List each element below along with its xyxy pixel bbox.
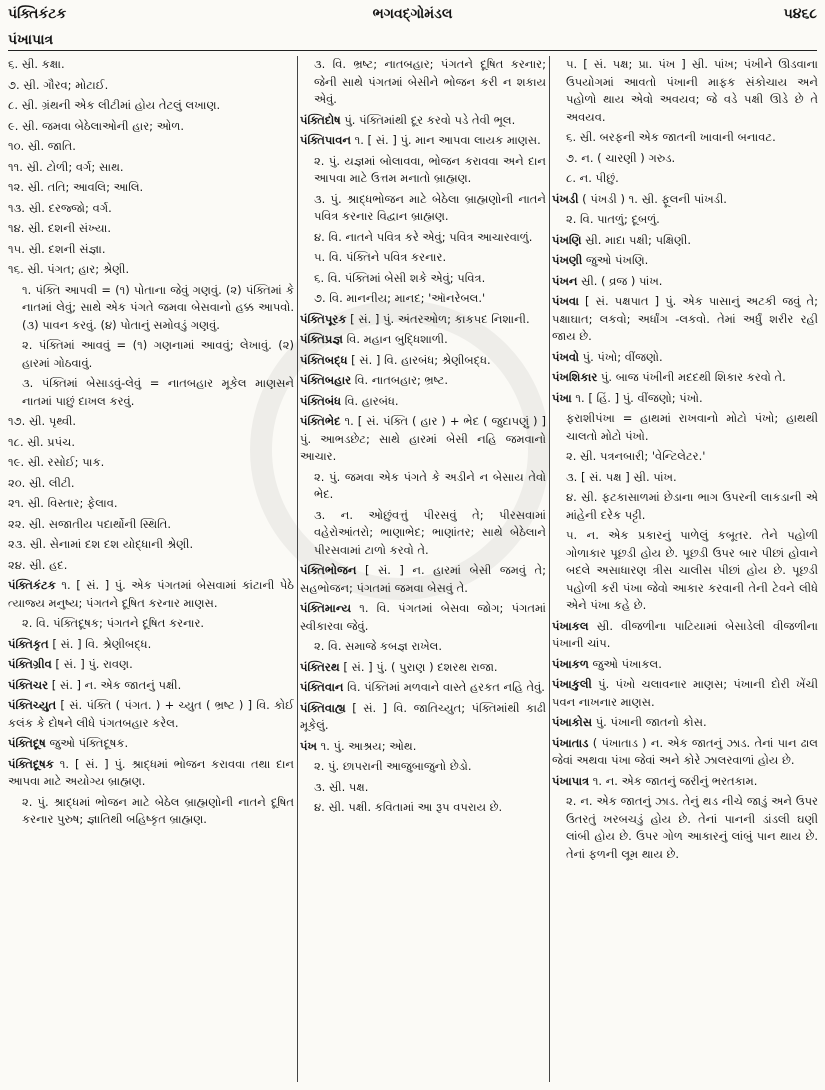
definition-text: ૧૮. સ્રી. પ્રપંચ. [8, 434, 75, 449]
definition-text: ૨૪. સ્રી. હદ. [8, 557, 68, 572]
definition-text: સ્રી. વીજળીના પાટિયામાં બેસાડેલી વીજળીના પંખાની ચાંપ. [552, 618, 818, 650]
dictionary-entry [300, 738, 546, 756]
dictionary-entry [8, 56, 294, 74]
dictionary-entry [552, 793, 818, 863]
headword: પંક્તિદૂષક [8, 756, 54, 771]
dictionary-entry [300, 413, 546, 466]
definition-text: ૧. [ હિં. ] પું. વીંજણો; પંખો. [571, 390, 703, 405]
dictionary-entry [300, 779, 546, 797]
definition-text: ૭. વિ. માનનીય; માનદ; 'ઑનરેબલ.' [314, 291, 486, 305]
column-3 [552, 56, 818, 1084]
dictionary-entry [552, 252, 818, 270]
headword: પંખડી [552, 191, 579, 206]
headword: પંક્તિદોષ [300, 112, 341, 127]
definition-text: [ સં. ] વિ. હારબંધ; શ્રેણીબદ્ધ. [347, 352, 491, 367]
header-last-word: પંખાપાત્ર [8, 32, 54, 48]
definition-text: ૩. ન. ઓછુંવત્તું પીરસવું તે; પીરસવામાં વહેરોઆંતરો; ભાણાભેદ; ભાણાંતર; સાથે બેઠેલાને પીરસવામાં ટાળો કરવો તે. [314, 507, 546, 557]
definition-text: ૧૩. સ્રી. દરજ્જો; વર્ગ. [8, 200, 112, 215]
dictionary-entry [552, 618, 818, 653]
definition-text: ૭. સ્રી. ગૌરવ; મોટાઈ. [8, 77, 109, 92]
dictionary-entry [300, 352, 546, 370]
dictionary-entry [8, 677, 294, 695]
dictionary-entry [300, 191, 546, 226]
definition-text: ૧૫. સ્રી. દશની સંજ્ઞા. [8, 241, 106, 256]
dictionary-entry [300, 249, 546, 267]
dictionary-entry [552, 273, 818, 291]
definition-text: ૧. ન. એક જાતનું જરીનું ભરતકામ. [589, 773, 758, 788]
dictionary-entry [552, 170, 818, 188]
definition-text: ૨. સ્રી. પત્રનબારી; 'વેન્ટિલેટર.' [566, 449, 706, 463]
definition-text: વિ. નાતબહાર; ભ્રષ્ટ. [351, 373, 449, 387]
definition-text: [ સં. ] ન. હારમાં બેસી જમવું તે; સહભોજન; પંગતમાં જમવા બેસવું તે. [300, 563, 546, 595]
dictionary-entry [8, 118, 294, 136]
column-divider [549, 56, 550, 1082]
definition-text: વિ. હારબંધ. [341, 393, 399, 408]
headword: પંક્તિપાવન [300, 133, 351, 147]
definition-text: પું. પંખો ચલાવનાર માણસ; પંખાની દોરી ખેંચી પવન નાખનાર માણસ. [552, 677, 818, 709]
headword: પંખશિકાર [552, 370, 598, 384]
dictionary-entry [8, 337, 294, 372]
dictionary-entry [300, 679, 546, 697]
definition-text: ૨. પું. યજ્ઞમાં બોલાવવા, ભોજન કરાવવા અને દાન આપવા માટે ઉત્તમ મનાતો બ્રાહ્મણ. [314, 153, 546, 185]
dictionary-entry [552, 448, 818, 466]
definition-text: [ સં. પક્ષપાત ] પું. એક પાસાનું અટકી જવું તે; પક્ષાઘાત; લકવો; અર્ધાંગ -લકવો. તેમાં અર્ધું શરીર રહી જાય છે. [552, 294, 818, 343]
headword: પંક્તિભેદ [300, 414, 341, 428]
header-book-title: ભગવદ્ગોમંડલ [372, 6, 453, 22]
definition-text: ૩. પંક્તિમાં બેસાડવું-લેવું = નાતબહાર મૂકેલ માણસને નાતમાં પાછું દાખલ કરવું. [22, 376, 294, 408]
dictionary-entry [552, 232, 818, 250]
definition-text: ૨૨. સ્રી. સજાતીય પદાર્થોની સ્થિતિ. [8, 516, 172, 531]
definition-text: ૨. પું. શ્રાદ્ધમાં ભોજન માટે બેઠેલ બ્રાહ્મણોની નાતને દૂષિત કરનાર પુરુષ; જ્ઞાતિથી બહિષ્કૃત બ્રાહ્મણ. [22, 794, 294, 826]
dictionary-entry [8, 454, 294, 472]
headword: પંખાકુલી [552, 677, 592, 691]
dictionary-entry [8, 200, 294, 218]
dictionary-entry [552, 714, 818, 732]
definition-text: ૧૬. સ્રી. પંગત; હાર; શ્રેણી. [8, 262, 130, 276]
dictionary-entry [552, 527, 818, 615]
dictionary-entry [300, 372, 546, 390]
dictionary-entry [300, 393, 546, 411]
dictionary-entry [8, 375, 294, 410]
dictionary-entry [8, 282, 294, 335]
headword: પંક્તિચ્યુત [8, 698, 57, 712]
dictionary-entry [552, 129, 818, 147]
definition-text: પું. પંખો; વીંજણો. [578, 349, 663, 364]
dictionary-entry [552, 773, 818, 791]
dictionary-entry [552, 469, 818, 487]
page-number: ૫૪૬૮ [783, 6, 817, 22]
headword: પંક્તિવાન [300, 680, 344, 694]
dictionary-entry [300, 229, 546, 247]
dictionary-entry [552, 191, 818, 209]
headword: પંક્તિગ્રીવ [8, 657, 52, 671]
dictionary-entry [8, 697, 294, 732]
definition-text: ૨. વિ. સમાજે કબજ્ઞ રાખેલ. [314, 639, 443, 653]
definition-text: પું. બાજ પંખીની મદદથી શિકાર કરવો તે. [597, 370, 786, 384]
dictionary-entry [300, 311, 546, 329]
dictionary-entry [8, 434, 294, 452]
definition-text: ૨. ન. એક જાતનું ઝાડ. તેનું થડ નીચે જાડું અને ઉપર ઉતરતું ખરબચડું હોય છે. તેનાં પાનની ડાંડલી ઘણી લાંબી હોય છે. ઉપર ગોળ આકારનું લાંબું પાન થાય છે. તેનાં ફળની લૂમ થાય છે. [566, 794, 818, 861]
column-1 [8, 56, 294, 1084]
definition-text: જુઓ પંક્તિદૂષક. [45, 736, 129, 750]
headword: પંક્તિમાન્ય [300, 601, 352, 615]
headword: પંખા [552, 390, 572, 405]
dictionary-entry [300, 700, 546, 735]
definition-text: ૨૦. સ્રી. લીટી. [8, 475, 75, 490]
dictionary-entry [8, 495, 294, 513]
definition-text: [ સં. ] વિ. જાતિચ્યુત; પંક્તિમાંથી કાઢી મૂકેલું. [300, 700, 546, 732]
headword: પંક્તિકૃત [8, 636, 49, 651]
dictionary-entry [8, 159, 294, 177]
dictionary-entry [8, 138, 294, 156]
headword: પંખાકળ [552, 656, 589, 671]
dictionary-entry [552, 410, 818, 445]
dictionary-entry [8, 179, 294, 197]
dictionary-entry [552, 390, 818, 408]
definition-text: ૪. સ્રી. ફટકાસાળમાં છેડાના ભાગ ઉપરની લાકડાની એ માંહેની દરેક પટ્ટી. [566, 490, 818, 522]
definition-text: વિ. પંક્તિમાં મળવાને વાસ્તે હરકત નહિ તેવું. [343, 680, 545, 694]
definition-text: ૧૦. સ્રી. જાતિ. [8, 139, 76, 153]
dictionary-entry [8, 220, 294, 238]
definition-text: ૧૨. સ્રી. તતિ; આવલિ; આલિ. [8, 180, 144, 194]
column-2 [300, 56, 546, 1084]
definition-text: ૫. ન. એક પ્રકારનું પાળેલું કબૂતર. તેને પહોળી ગોળાકાર પૂછડી હોય છે. પૂછડી ઉપર બાર પીછાં હોવાને બદલે અસાધારણ ત્રીસ ચાલીસ પીછાં હોય છે. પૂછડી પહોળી કરી પંખા જેવો આકાર કરવાની તેની ટેવને લીધે એને પંખા કહે છે. [566, 528, 818, 612]
dictionary-entry [300, 132, 546, 150]
definition-text: સ્રી. ( વ્રજ ) પાંખ. [577, 273, 663, 288]
dictionary-entry [8, 77, 294, 95]
dictionary-entry [300, 507, 546, 560]
dictionary-entry [8, 475, 294, 493]
definition-text: ૧૧. સ્રી. ટોળી; વર્ગ; સાથ. [8, 159, 124, 174]
definition-text: પું. પંક્તિમાંથી દૂર કરવો પડે તેવી ભૂલ. [340, 112, 516, 127]
definition-text: ૩. વિ. ભ્રષ્ટ; નાતબહાર; પંગતને દૂષિત કરનાર; જેની સાથે પંગતમાં બેસીને ભોજન કરી ન શકાય એવું. [314, 57, 546, 106]
dictionary-entry [8, 615, 294, 633]
definition-text: ૬. સ્રી. બરફની એક જાતની ખાવાની બનાવટ. [566, 130, 776, 144]
definition-text: ( પંખાતાડ ) ન. એક જાતનું ઝાડ. તેનાં પાન ઢાલ જેવાં અથવા પંખા જેવાં અને કોરે ઝાલરવાળાં હોય છે. [552, 735, 818, 767]
dictionary-entry [552, 369, 818, 387]
headword: પંક્તિદૂષ [8, 736, 46, 750]
header-first-word: પંક્તિકંટક [8, 6, 67, 22]
definition-text: ૫. વિ. પંક્તિને પવિત્ર કરનાર. [314, 250, 447, 264]
dictionary-entry [552, 150, 818, 168]
definition-text: ૩. સ્રી. પક્ષ. [314, 779, 369, 794]
headword: પંક્તિબહાર [300, 373, 352, 387]
definition-text: ૨૧. સ્રી. વિસ્તાર; ફેલાવ. [8, 496, 118, 510]
definition-text: [ સં. ] ન. એક જાતનું પક્ષી. [48, 677, 182, 692]
header-rule [8, 50, 817, 51]
definition-text: ૭. ન. ( ચારણી ) ગરુડ. [566, 150, 676, 165]
definition-text: વિ. મહાન બુદ્ધિશાળી. [342, 332, 448, 346]
dictionary-entry [300, 153, 546, 188]
dictionary-entry [552, 293, 818, 346]
definition-text: ૯. સ્રી. જમવા બેઠેલાઓની હાર; ઓળ. [8, 118, 184, 133]
definition-text: ૪. સ્રી. પક્ષી. કવિતામાં આ રૂપ વપરાય છે. [314, 800, 503, 814]
definition-text: ૧. [ સં. ] પું. શ્રાદ્ધમાં ભોજન કરાવવા તથા દાન આપવા માટે અયોગ્ય બ્રાહ્મણ. [8, 756, 294, 788]
definition-text: ૧૭. સ્રી. પૃથ્વી. [8, 414, 77, 428]
dictionary-entry [8, 756, 294, 791]
definition-text: જુઓ પંખાકલ. [588, 656, 662, 671]
page-header [8, 6, 817, 30]
headword: પંખાકલ [552, 618, 589, 633]
definition-text: ૧. પંક્તિ આપવી = (૧) પોતાના જેવું ગણવું. (૨) પંક્તિમાં કે નાતમાં લેવું; સાથે એક પંગતે જમવા બેસવાનો હક્ક આપવો. (૩) પાવન કરવું. (૪) પોતાનું સમોવડું ગણવું. [22, 282, 294, 332]
definition-text: ( પંખડી ) ૧. સ્રી. ફૂલની પાંખડી. [578, 191, 727, 206]
definition-text: ૨. પંક્તિમાં આવવું = (૧) ગણનામાં આવવું; લેખાવું. (૨) હારમાં ગોઠવાવું. [22, 338, 294, 370]
definition-text: ૬. વિ. પંક્તિમાં બેસી શકે એવું; પવિત્ર. [314, 270, 486, 285]
dictionary-entry [552, 656, 818, 674]
dictionary-entry [300, 799, 546, 817]
headword: પંખાપાત્ર [552, 773, 590, 788]
definition-text: [ સં. ] પું. અંતરઓળ; કાકપદ નિશાની. [346, 311, 530, 326]
dictionary-entry [8, 794, 294, 829]
headword: પંખણિ [552, 232, 582, 247]
dictionary-entry [8, 735, 294, 753]
dictionary-entry [8, 413, 294, 431]
dictionary-entry [8, 536, 294, 554]
dictionary-entry [300, 331, 546, 349]
dictionary-entry [300, 600, 546, 635]
definition-text: [ સં. પંક્તિ ( પંગત. ) + ચ્યુત ( ભ્રષ્ટ ) ] વિ. કોઈ કલંક કે દોષને લીધે પંગતબહાર કરેલ. [8, 698, 294, 730]
dictionary-entry [552, 735, 818, 770]
definition-text: ૧. પું. આશ્રય; ઓથ. [316, 738, 417, 753]
dictionary-entry [300, 638, 546, 656]
dictionary-entry [8, 577, 294, 612]
dictionary-entry [552, 56, 818, 126]
definition-text: ૧. [ સં. ] પું. એક પંગતમાં બેસવામાં કાંટાની પેઠે ત્યાજ્ય મનુષ્ય; પંગતને દૂષિત કરનાર માણસ. [8, 578, 294, 610]
headword: પંક્તિપૂરક [300, 311, 347, 326]
definition-text: ૧. [ સં. ] પું. માન આપવા લાયક માણસ. [350, 133, 541, 147]
dictionary-entry [8, 516, 294, 534]
headword: પંખ [300, 738, 317, 753]
dictionary-entry [8, 261, 294, 279]
dictionary-entry [300, 659, 546, 677]
definition-text: ૮. ન. પીછું. [566, 171, 619, 185]
definition-text: ૨. પું. જમવા એક પંગતે કે અડીને ન બેસાય તેવો ભેદ. [314, 469, 546, 501]
dictionary-entry [8, 97, 294, 115]
headword: પંખાકોસ [552, 715, 593, 729]
dictionary-entry [8, 656, 294, 674]
headword: પંક્તિપ્રજ્ઞ [300, 332, 343, 346]
dictionary-entry [552, 349, 818, 367]
headword: પંખન [552, 273, 578, 288]
headword: પંખવા [552, 294, 579, 308]
headword: પંખણી [552, 253, 583, 267]
definition-text: જુઓ પંખણિ. [582, 253, 649, 267]
definition-text: ૧૯. સ્રી. રસોઈ; પાક. [8, 455, 105, 469]
headword: પંક્તિચર [8, 677, 49, 692]
definition-text: પું. પંખાની જાતનો કોસ. [592, 715, 707, 729]
dictionary-entry [8, 636, 294, 654]
dictionary-entry [8, 241, 294, 259]
headword: પંક્તિબદ્ધ [300, 352, 348, 367]
definition-text: ૪. વિ. નાતને પવિત્ર કરે એવું; પવિત્ર આચારવાળું. [314, 229, 533, 244]
headword: પંક્તિકંટક [8, 578, 56, 592]
headword: પંક્તિબંધ [300, 393, 342, 408]
definition-text: [ સં. ] પું. ( પુરાણ ) દશરથ રાજા. [339, 659, 498, 674]
headword: પંક્તિભોજન [300, 563, 357, 577]
dictionary-entry [300, 270, 546, 288]
dictionary-entry [552, 676, 818, 711]
definition-text: [ સં. ] વિ. શ્રેણીબદ્ધ. [48, 636, 152, 651]
definition-text: ૨૩. સ્રી. સેનામાં દશ દશ યોદ્ધાની શ્રેણી. [8, 537, 194, 551]
dictionary-entry [300, 56, 546, 109]
dictionary-entry [300, 112, 546, 130]
headword: પંખાતાડ [552, 735, 589, 750]
definition-text: ૧૪. સ્રી. દશની સંખ્યા. [8, 221, 111, 235]
definition-text: ૧. [ સં. પંક્તિ ( હાર ) + ભેદ ( જુદાપણું ) ] પું. આભડછેટ; સાથે હારમાં બેસી નહિ જમવાનો આચાર. [300, 414, 546, 463]
definition-text: [ સં. ] પું. રાવણ. [51, 657, 133, 671]
definition-text: ૮. સ્રી. ગ્રંથની એક લીટીમાં હોય તેટલું લખાણ. [8, 98, 221, 112]
dictionary-entry [300, 469, 546, 504]
dictionary-entry [300, 290, 546, 308]
definition-text: ૨. વિ. પંક્તિદૂષક; પંગતને દૂષિત કરનાર. [22, 616, 205, 630]
definition-text: ૬. સ્રી. કક્ષા. [8, 57, 65, 71]
definition-text: ફરાશીપંખા = હાથમાં રાખવાનો મોટો પંખો; હાથથી ચાલતો મોટો પંખો. [566, 411, 818, 443]
definition-text: ૫. [ સં. પક્ષ; પ્રા. પંખ ] સ્રી. પાંખ; પંખીને ઊડવાના ઉપયોગમાં આવતો પંખાની માફક સંકોચાય અને પહોળો થાય એવો અવયવ; જે વડે પક્ષી ઊડે છે તે અવયવ. [566, 57, 818, 124]
definition-text: ૨. વિ. પાતળું; દૂબળું. [566, 212, 660, 226]
definition-text: સ્રી. માદા પક્ષી; પક્ષિણી. [581, 232, 691, 247]
definition-text: ૩. પું. શ્રાદ્ધભોજન માટે બેઠેલા બ્રાહ્મણોની નાતને પવિત્ર કરનાર વિદ્વાન બ્રાહ્મણ. [314, 191, 546, 223]
column-divider [297, 56, 298, 1082]
dictionary-entry [552, 489, 818, 524]
headword: પંખવો [552, 349, 579, 364]
headword: પંક્તિવાહ્ય [300, 700, 346, 715]
dictionary-entry [8, 557, 294, 575]
definition-text: ૨. પું. છાપરાની આજુબાજુનો છેડો. [314, 759, 472, 773]
definition-text: ૩. [ સં. પક્ષ ] સ્રી. પાંખ. [566, 469, 677, 484]
dictionary-entry [300, 758, 546, 776]
dictionary-entry [552, 211, 818, 229]
headword: પંક્તિરથ [300, 659, 340, 674]
definition-text: ૧. વિ. પંગતમાં બેસવા જોગ; પંગતમાં સ્વીકારવા જેવું. [300, 601, 546, 633]
dictionary-entry [300, 562, 546, 597]
